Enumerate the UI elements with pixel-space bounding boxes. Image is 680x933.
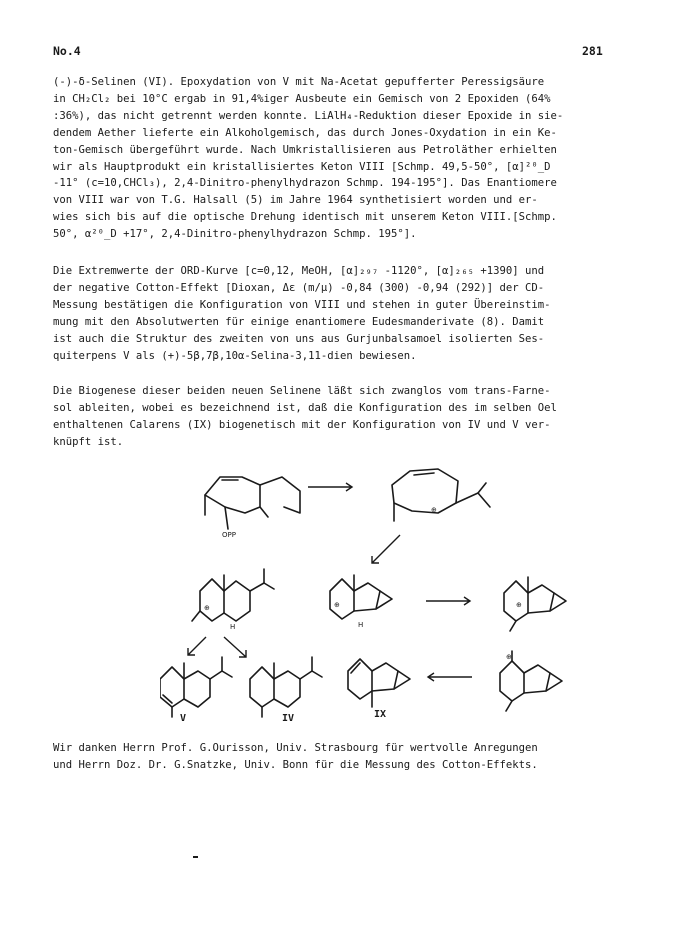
arrow-top <box>308 483 352 491</box>
text-line: :36%), das nicht getrennt werden konnte. LiAlH₄-Reduktion dieser Epoxide in sie- <box>53 109 564 122</box>
stray-mark <box>193 856 198 858</box>
farnesyl-pyrophosphate-structure <box>205 477 300 539</box>
text-line: enthaltenen Calarens (IX) biogenetisch mit der Konfiguration von IV und V ver- <box>53 418 551 431</box>
text-line: der negative Cotton-Effekt [Dioxan, Δε (m/μ) -0,84 (300) -0,94 (292)] der CD- <box>53 281 545 294</box>
text-line: in CH₂Cl₂ bei 10°C ergab in 91,4%iger Ausbeute ein Gemisch von 2 Epoxiden (64% <box>53 92 551 105</box>
compound-label-V: V <box>180 713 187 724</box>
arrow-middle <box>426 597 470 605</box>
paragraph-acknowledgements <box>53 740 631 774</box>
hydrogen-label: H <box>358 621 364 629</box>
text-line: wir als Hauptprodukt ein kristallisiertes Keton VIII [Schmp. 49,5-50°, [α]²⁰_D <box>53 160 551 173</box>
text-line: sol ableiten, wobei es bezeichnend ist, daß die Konfiguration des im selben Oel <box>53 401 557 414</box>
text-line: Messung bestätigen die Konfiguration von VIII und stehen in guter Übereinstim- <box>53 298 551 311</box>
text-line: ton-Gemisch übergeführt wurde. Nach Umkristallisieren aus Petroläther erhielten <box>53 143 557 156</box>
text-line: quiterpens V als (+)-5β,7β,10α-Selina-3,11-dien bewiesen. <box>53 349 417 362</box>
text-line: mung mit den Absolutwerten für einige enantiomere Eudesmanderivate (8). Damit <box>53 315 545 328</box>
carbocation-label: ⊕ <box>204 604 210 612</box>
text-line: (-)-δ-Selinen (VI). Epoxydation von V mit Na-Acetat gepufferter Peressigsäure <box>53 76 545 88</box>
compound-label-IX: IX <box>374 709 387 720</box>
carbocation-label: ⊕ <box>334 601 340 609</box>
carbocation-label: ⊕ <box>431 506 437 514</box>
biogenesis-scheme <box>160 455 630 725</box>
text-line: von VIII war von T.G. Halsall (5) im Jahre 1964 synthetisiert worden und er- <box>53 194 538 207</box>
paragraph-biogenese <box>53 383 631 451</box>
compound-label-IV: IV <box>282 713 295 724</box>
carbocation-label: ⊕ <box>516 601 522 609</box>
cyclodecadienyl-cation-structure <box>392 469 490 521</box>
opp-label: OPP <box>222 531 236 539</box>
selinadiene-IV-structure <box>250 657 322 724</box>
paragraph-ord-cd <box>53 263 631 364</box>
carbocation-label: ⊕ <box>506 653 512 661</box>
selinadiene-V-structure <box>160 657 232 724</box>
text-line: wies sich bis auf die optische Drehung identisch mit unserem Keton VIII.[Schmp. <box>53 211 557 224</box>
journal-issue: No.4 <box>53 44 81 58</box>
text-line: -11° (c=10,CHCl₃), 2,4-Dinitro-phenylhydrazon Schmp. 194-195°]. Das Enantiomere <box>53 177 557 190</box>
rearranged-cation-structure <box>504 577 566 631</box>
text-line: 50°, α²⁰_D +17°, 2,4-Dinitro-phenylhydrazon Schmp. 195°]. <box>53 228 417 241</box>
text-line: Die Extremwerte der ORD-Kurve [c=0,12, MeOH, [α]₂₉₇ -1120°, [α]₂₆₅ +1390] und <box>53 265 545 277</box>
arrow-to-IV <box>224 637 246 657</box>
text-line: Die Biogenese dieser beiden neuen Selinene läßt sich zwanglos vom trans-Farne- <box>53 385 551 397</box>
paragraph-selinen-epoxydation <box>53 74 631 243</box>
text-line: Wir danken Herrn Prof. G.Ourisson, Univ. Strasbourg für wertvolle Anregungen <box>53 742 538 754</box>
text-line: und Herrn Doz. Dr. G.Snatzke, Univ. Bonn für die Messung des Cotton-Effekts. <box>53 758 538 771</box>
aromadendryl-cation-structure <box>330 575 392 629</box>
arrow-to-V <box>188 637 206 655</box>
calarane-cation-structure <box>500 651 562 711</box>
hydrogen-label: H <box>230 623 236 631</box>
text-line: knüpft ist. <box>53 435 124 448</box>
text-line: dendem Aether lieferte ein Alkoholgemisch, das durch Jones-Oxydation in ein Ke- <box>53 126 557 139</box>
arrow-to-IX <box>428 673 472 681</box>
arrow-diagonal <box>372 535 400 563</box>
page-number: 281 <box>582 44 603 58</box>
calarene-IX-structure <box>348 659 410 720</box>
text-line: ist auch die Struktur des zweiten von uns aus Gurjunbalsamoel isolierten Ses- <box>53 332 545 345</box>
